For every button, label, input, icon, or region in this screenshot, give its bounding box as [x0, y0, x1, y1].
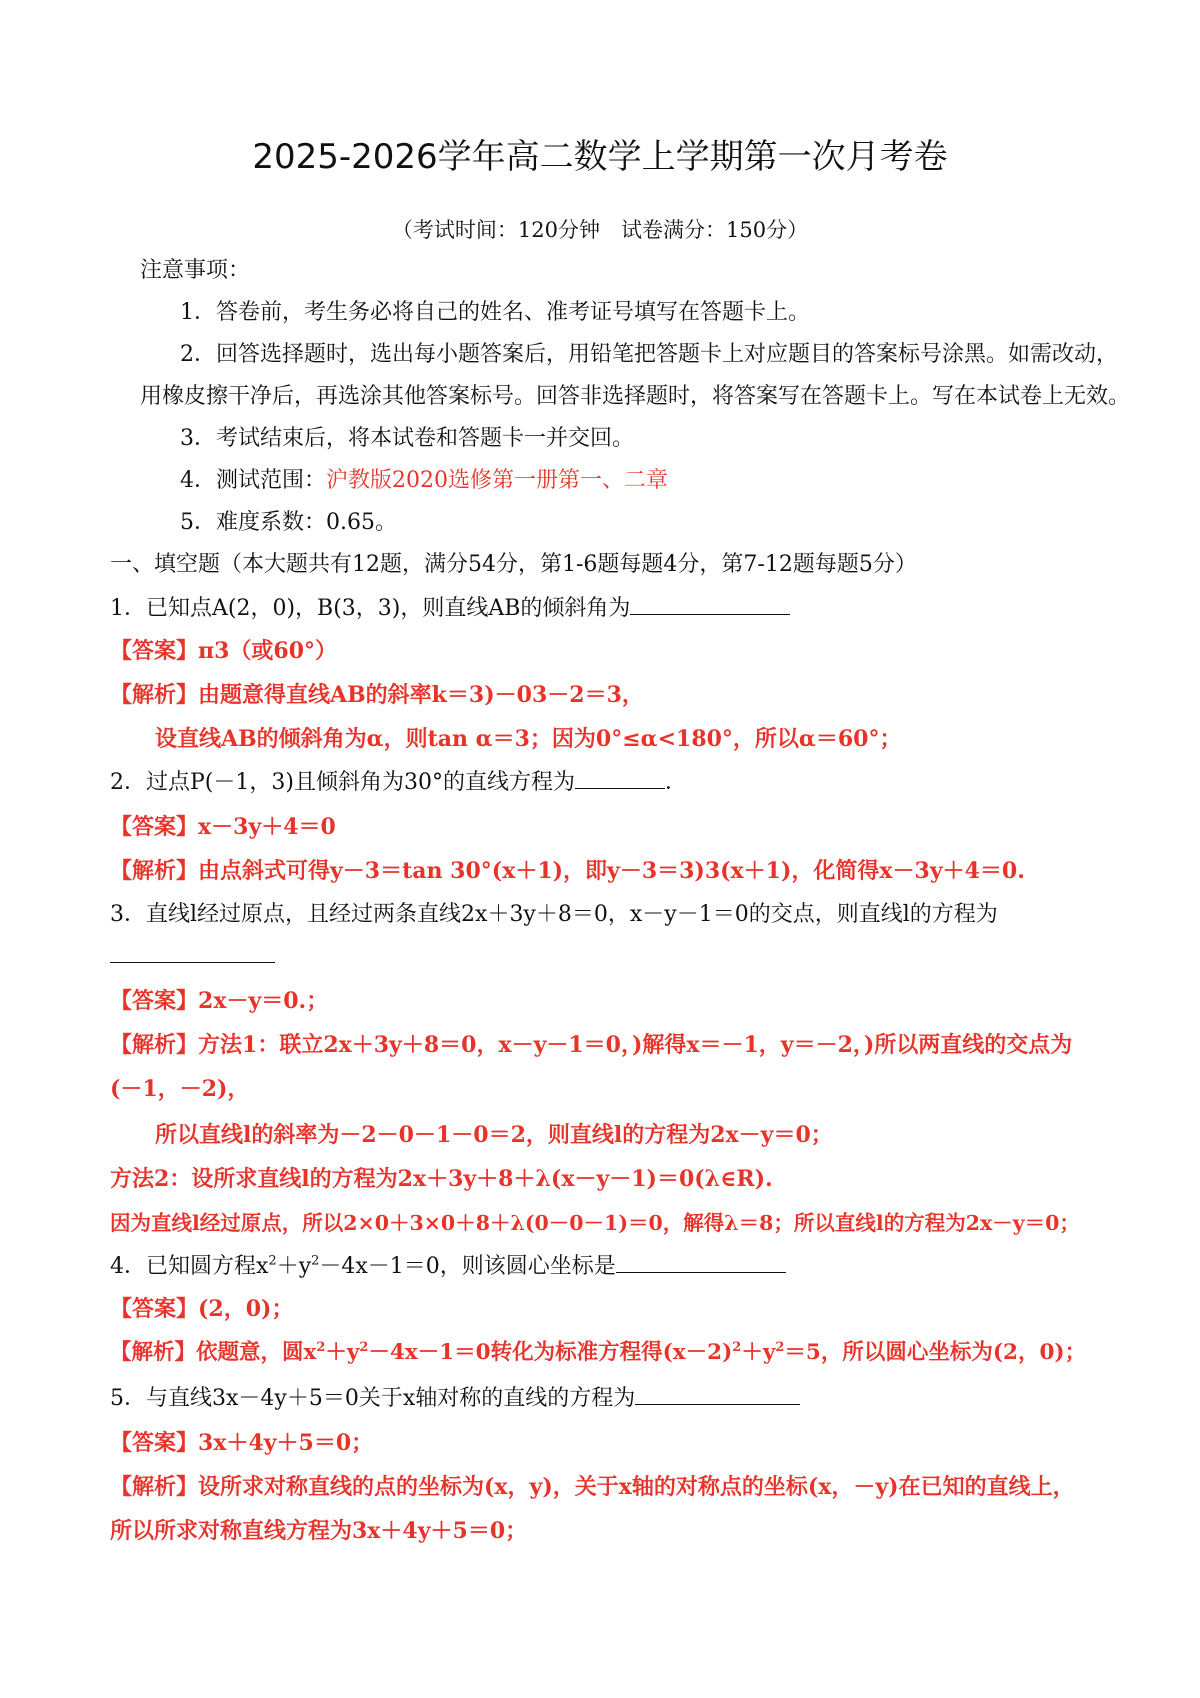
superscript: 2 [268, 1253, 277, 1269]
question-1-analysis-2: 设直线AB的倾斜角为α，则tan α＝3；因为0°≤α<180°，所以α＝60°； [155, 726, 902, 752]
question-3-analysis-3: 所以直线l的斜率为－2－0－1－0＝2，则直线l的方程为2x－y＝0； [155, 1122, 833, 1148]
analysis-label: 【解析】 [110, 858, 199, 884]
answer-text: x－3y＋4＝0 [198, 814, 336, 840]
notice-item-3: 3．考试结束后，将本试卷和答题卡一并交回。 [180, 426, 634, 451]
question-4-answer [110, 1294, 1200, 1324]
analysis-text-c: －4x－1＝0转化为标准方程得(x－2) [368, 1340, 733, 1365]
section-1-heading: 一、填空题（本大题共有12题，满分54分，第1-6题每题4分，第7-12题每题5分） [110, 552, 917, 577]
answer-blank [110, 940, 275, 963]
question-3-analysis-2: (－1，－2)， [110, 1076, 250, 1102]
answer-label: 【答案】 [110, 988, 199, 1014]
superscript: 2 [311, 1253, 320, 1269]
question-2-answer [110, 812, 1200, 842]
question-5-stem: 5．与直线3x－4y＋5＝0关于x轴对称的直线的方程为 [110, 1386, 636, 1411]
answer-blank [616, 1250, 786, 1273]
question-3-answer [110, 986, 1200, 1016]
question-5-answer [110, 1428, 1200, 1458]
answer-text: π3（或60°） [198, 638, 338, 664]
notice-item-2a: 2．回答选择题时，选出每小题答案后，用铅笔把答题卡上对应题目的答案标号涂黑。如需改动， [180, 342, 1119, 367]
analysis-text-b: ＋y [325, 1340, 360, 1365]
notice-item-2b: 用橡皮擦干净后，再选涂其他答案标号。回答非选择题时，将答案写在答题卡上。写在本试卷上无效。 [140, 384, 1131, 409]
question-1 [110, 592, 1200, 624]
answer-label: 【答案】 [110, 1296, 199, 1322]
question-1-stem: 1．已知点A(2，0)，B(3，3)，则直线AB的倾斜角为 [110, 596, 631, 621]
question-5-analysis-2: 所以所求对称直线方程为3x＋4y＋5＝0； [110, 1518, 528, 1544]
question-1-analysis [110, 680, 1200, 710]
analysis-text-e: ＝5，所以圆心坐标为(2，0)； [784, 1340, 1087, 1365]
notice-item-4-label: 4．测试范围： [180, 468, 326, 493]
analysis-text-d: ＋y [741, 1340, 776, 1365]
question-2-analysis [110, 856, 1200, 886]
question-5 [110, 1382, 1200, 1414]
answer-text: 2x－y＝0.； [198, 988, 329, 1014]
analysis-text: 方法1：联立2x＋3y＋8＝0，x－y－1＝0，)解得x＝－1，y＝－2，)所以两直线的交点为 [198, 1032, 1073, 1058]
analysis-label: 【解析】 [110, 1340, 197, 1365]
analysis-label: 【解析】 [110, 1474, 199, 1500]
notice-item-4 [180, 466, 1200, 496]
question-4-analysis [110, 1338, 1200, 1368]
analysis-label: 【解析】 [110, 682, 199, 708]
question-3: 3．直线l经过原点，且经过两条直线2x＋3y＋8＝0，x－y－1＝0的交点，则直线l的方程为 [110, 902, 998, 927]
answer-blank [635, 1382, 800, 1405]
answer-blank [630, 592, 790, 615]
analysis-text: 设所求对称直线的点的坐标为(x，y)，关于x轴的对称点的坐标(x，－y)在已知的直线上， [198, 1474, 1075, 1500]
answer-label: 【答案】 [110, 814, 199, 840]
analysis-text: 由题意得直线AB的斜率k＝3)－03－2＝3， [198, 682, 644, 708]
answer-label: 【答案】 [110, 1430, 199, 1456]
notice-item-5: 5．难度系数：0.65。 [180, 510, 397, 535]
question-5-analysis [110, 1472, 1200, 1502]
notice-item-1: 1．答卷前，考生务必将自己的姓名、准考证号填写在答题卡上。 [180, 300, 810, 325]
question-3-analysis [110, 1030, 1200, 1060]
question-3-blank-line [110, 940, 1200, 972]
question-4-stem-a: 4．已知圆方程x [110, 1254, 269, 1279]
question-3-analysis-4: 方法2：设所求直线l的方程为2x＋3y＋8＋λ(x－y－1)＝0(λ∈R). [110, 1166, 773, 1192]
question-2-stem: 2．过点P(－1，3)且倾斜角为30°的直线方程为 [110, 770, 575, 795]
notice-item-4-value: 沪教版2020选修第一册第一、二章 [326, 468, 668, 493]
question-1-answer [110, 636, 1200, 666]
analysis-text: 由点斜式可得y－3＝tan 30°(x＋1)，即y－3＝3)3(x＋1)，化简得x－3y＋4＝0. [198, 858, 1025, 884]
question-2 [110, 766, 1200, 798]
question-3-analysis-5: 因为直线l经过原点，所以2×0＋3×0＋8＋λ(0－0－1)＝0，解得λ＝8；所以直线l的方程为2x－y＝0； [110, 1211, 1080, 1235]
notice-heading: 注意事项： [140, 258, 251, 283]
superscript: 2 [732, 1339, 742, 1355]
question-4-stem-c: －4x－1＝0，则该圆心坐标是 [319, 1254, 616, 1279]
answer-blank [575, 766, 665, 789]
question-4-stem-b: ＋y [276, 1254, 312, 1279]
exam-info: （考试时间：120分钟 试卷满分：150分） [391, 218, 809, 242]
answer-label: 【答案】 [110, 638, 199, 664]
analysis-label: 【解析】 [110, 1032, 199, 1058]
page-title: 2025-2026学年高二数学上学期第一次月考卷 [252, 137, 948, 177]
question-4 [110, 1250, 1200, 1282]
answer-text: (2，0)； [198, 1296, 294, 1322]
analysis-text-a: 依题意，圆x [196, 1340, 317, 1365]
superscript: 2 [359, 1339, 369, 1355]
superscript: 2 [775, 1339, 785, 1355]
superscript: 2 [316, 1339, 326, 1355]
answer-text: 3x＋4y＋5＝0； [198, 1430, 374, 1456]
question-2-stem-end: ． [664, 770, 687, 795]
